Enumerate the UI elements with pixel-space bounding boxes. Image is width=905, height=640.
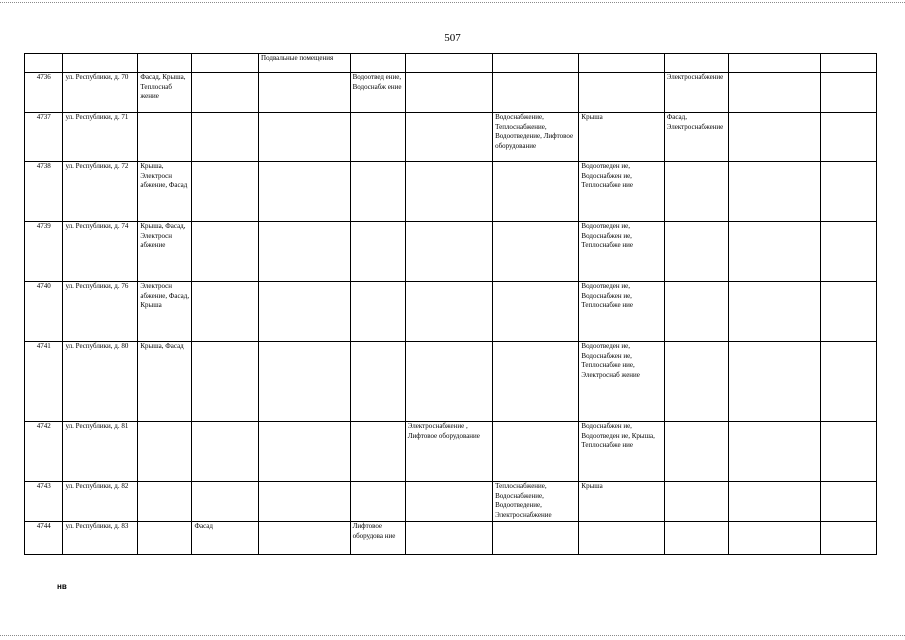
work-cell (259, 282, 351, 342)
row-number: 4741 (25, 342, 63, 422)
work-cell (192, 113, 259, 162)
work-cell: Крыша, Электросн абжение, Фасад (138, 162, 192, 222)
work-cell: Крыша (579, 482, 664, 522)
row-number: 4737 (25, 113, 63, 162)
table-row (25, 162, 877, 222)
work-cell: Водоотвед ение, Водоснабж ение (350, 73, 405, 113)
table-row (25, 222, 877, 282)
work-cell: Водоснабжение, Теплоснабжение, Водоотведение, Лифтовое оборудование (493, 113, 579, 162)
work-cell (350, 282, 405, 342)
address-cell: ул. Республики, д. 70 (63, 73, 138, 113)
work-cell (664, 422, 728, 482)
row-number: 4743 (25, 482, 63, 522)
work-cell (664, 522, 728, 555)
work-cell (820, 282, 876, 342)
work-cell: Водоотведен ие, Водоснабжен ие, Теплоснабже ние (579, 222, 664, 282)
work-cell (192, 342, 259, 422)
work-cell: Водоснабжен ие, Водоотведен ие, Крыша, Теплоснабже ние (579, 422, 664, 482)
row-number: 4742 (25, 422, 63, 482)
work-cell (192, 282, 259, 342)
work-cell: Крыша, Фасад (138, 342, 192, 422)
work-cell (820, 113, 876, 162)
work-cell (493, 162, 579, 222)
work-cell (192, 422, 259, 482)
work-cell (729, 162, 821, 222)
table-row (25, 342, 877, 422)
work-cell (729, 113, 821, 162)
table-row (25, 522, 877, 555)
table-row (25, 422, 877, 482)
work-cell (405, 162, 492, 222)
work-cell (820, 342, 876, 422)
work-cell (405, 73, 492, 113)
work-cell (405, 282, 492, 342)
work-cell (729, 282, 821, 342)
header-cell (579, 54, 664, 73)
work-cell (138, 113, 192, 162)
header-cell (405, 54, 492, 73)
work-cell (664, 282, 728, 342)
work-cell: Электросн абжение, Фасад, Крыша (138, 282, 192, 342)
header-cell (729, 54, 821, 73)
table-row (25, 282, 877, 342)
header-cell (192, 54, 259, 73)
register-body (25, 54, 877, 555)
work-cell: Крыша, Фасад, Электросн абжение (138, 222, 192, 282)
work-cell (820, 522, 876, 555)
work-cell (729, 342, 821, 422)
work-cell (493, 422, 579, 482)
work-cell (259, 422, 351, 482)
register-table (24, 53, 877, 555)
row-number: 4736 (25, 73, 63, 113)
work-cell (493, 282, 579, 342)
work-cell (405, 522, 492, 555)
work-cell (192, 73, 259, 113)
header-cell-basements: Подвальные помещения (259, 54, 351, 73)
page-number: 507 (444, 32, 461, 44)
work-cell: Водоотведен ие, Водоснабжен ие, Теплоснабже ние (579, 282, 664, 342)
work-cell (405, 113, 492, 162)
work-cell (664, 222, 728, 282)
work-cell: Электроснабжение (664, 73, 728, 113)
work-cell (820, 73, 876, 113)
row-number: 4740 (25, 282, 63, 342)
work-cell (192, 482, 259, 522)
work-cell: Теплоснабжение, Водоснабжение, Водоотведение, Электроснабжение (493, 482, 579, 522)
work-cell (259, 162, 351, 222)
work-cell (405, 222, 492, 282)
header-cell (493, 54, 579, 73)
work-cell (729, 73, 821, 113)
header-cell (25, 54, 63, 73)
work-cell (664, 482, 728, 522)
header-cell (63, 54, 138, 73)
work-cell (820, 222, 876, 282)
work-cell (405, 342, 492, 422)
row-number: 4744 (25, 522, 63, 555)
header-cell (350, 54, 405, 73)
work-cell (405, 482, 492, 522)
header-cell (820, 54, 876, 73)
work-cell (192, 162, 259, 222)
work-cell (579, 73, 664, 113)
work-cell (493, 222, 579, 282)
address-cell: ул. Республики, д. 80 (63, 342, 138, 422)
table-row (25, 73, 877, 113)
address-cell: ул. Республики, д. 71 (63, 113, 138, 162)
work-cell: Фасад, Электроснабжение (664, 113, 728, 162)
work-cell (579, 522, 664, 555)
scan-edge-top (0, 2, 905, 3)
work-cell: Фасад (192, 522, 259, 555)
work-cell (820, 422, 876, 482)
address-cell: ул. Республики, д. 76 (63, 282, 138, 342)
footer-mark: нв (57, 582, 67, 591)
scan-edge-bottom (0, 635, 905, 636)
work-cell (259, 113, 351, 162)
work-cell (664, 342, 728, 422)
work-cell (729, 422, 821, 482)
work-cell (259, 342, 351, 422)
table-row (25, 482, 877, 522)
address-cell: ул. Республики, д. 72 (63, 162, 138, 222)
row-number: 4739 (25, 222, 63, 282)
address-cell: ул. Республики, д. 83 (63, 522, 138, 555)
header-row (25, 54, 877, 73)
work-cell (350, 342, 405, 422)
work-cell (259, 73, 351, 113)
work-cell (259, 222, 351, 282)
work-cell: Водоотведен ие, Водоснабжен ие, Теплоснабже ние (579, 162, 664, 222)
work-cell: Крыша (579, 113, 664, 162)
work-cell: Лифтовое оборудова ние (350, 522, 405, 555)
work-cell (729, 222, 821, 282)
address-cell: ул. Республики, д. 81 (63, 422, 138, 482)
work-cell (820, 162, 876, 222)
work-cell (192, 222, 259, 282)
work-cell (493, 73, 579, 113)
header-cell (664, 54, 728, 73)
work-cell (259, 522, 351, 555)
work-cell: Фасад, Крыша, Теплоснаб жение (138, 73, 192, 113)
work-cell (729, 482, 821, 522)
work-cell: Электроснабжение , Лифтовое оборудование (405, 422, 492, 482)
work-cell (138, 422, 192, 482)
address-cell: ул. Республики, д. 82 (63, 482, 138, 522)
work-cell (138, 522, 192, 555)
work-cell (350, 162, 405, 222)
work-cell (350, 113, 405, 162)
header-cell (138, 54, 192, 73)
work-cell (493, 342, 579, 422)
work-cell (664, 162, 728, 222)
table-row (25, 113, 877, 162)
row-number: 4738 (25, 162, 63, 222)
work-cell (729, 522, 821, 555)
work-cell (259, 482, 351, 522)
work-cell: Водоотведен ие, Водоснабжен ие, Теплоснабже ние, Электроснаб жение (579, 342, 664, 422)
work-cell (138, 482, 192, 522)
address-cell: ул. Республики, д. 74 (63, 222, 138, 282)
work-cell (350, 422, 405, 482)
work-cell (350, 482, 405, 522)
work-cell (820, 482, 876, 522)
work-cell (493, 522, 579, 555)
work-cell (350, 222, 405, 282)
